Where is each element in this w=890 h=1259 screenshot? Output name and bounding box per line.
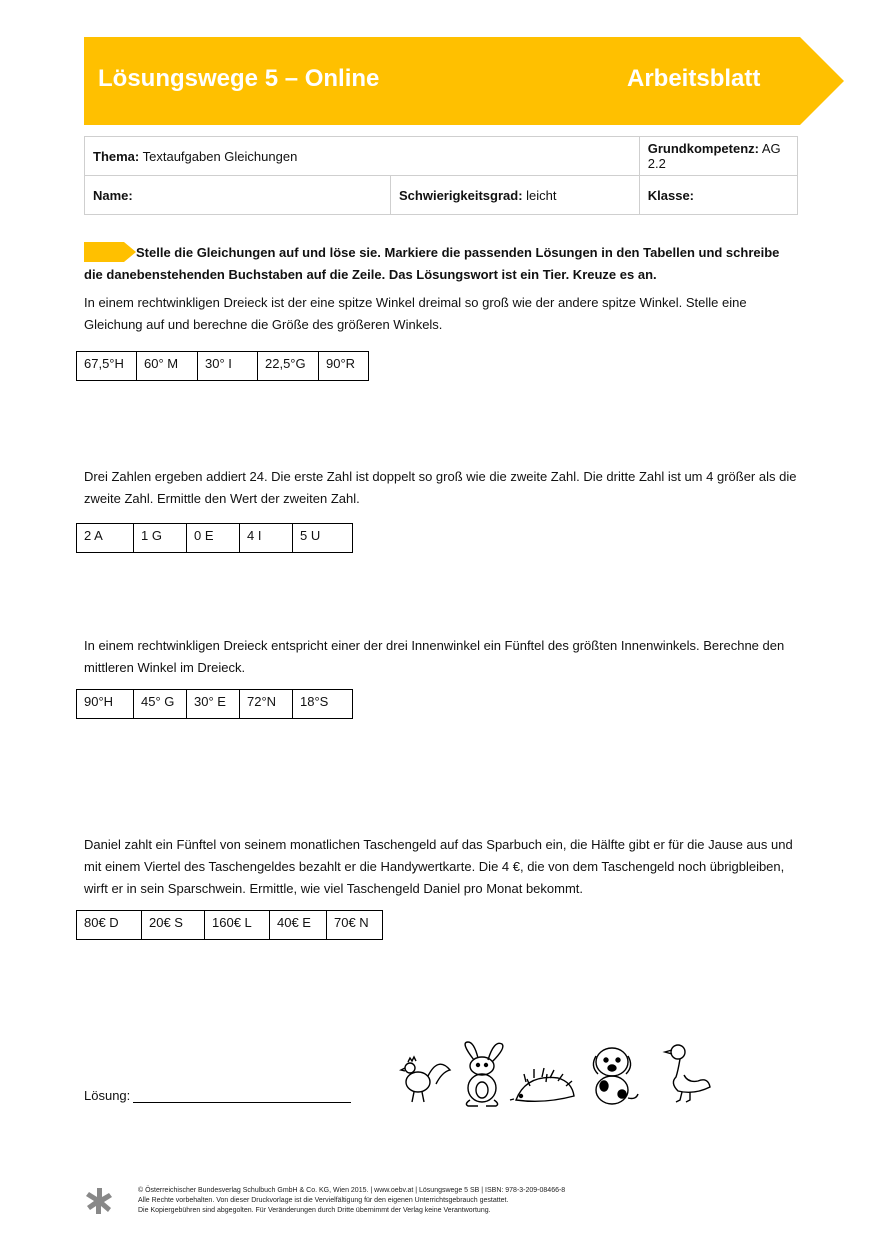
solution-line[interactable] [84, 1088, 351, 1103]
option-cell[interactable]: 90°R [319, 352, 369, 381]
publisher-logo-icon [84, 1186, 114, 1216]
option-cell[interactable]: 45° G [134, 690, 187, 719]
solution-label: Lösung: [84, 1088, 131, 1103]
option-cell[interactable]: 5 U [293, 524, 353, 553]
instruction-text: Stelle die Gleichungen auf und löse sie. Markiere die passenden Lösungen in den Tabellen und schreibe die danebenstehenden Buchstaben auf die Zeile. Das Lösungswort ist ein Tier. Kreuze es an. [84, 245, 780, 282]
duck-icon[interactable] [665, 1045, 710, 1102]
rooster-icon[interactable] [401, 1057, 450, 1102]
hedgehog-icon[interactable] [510, 1068, 574, 1101]
option-cell[interactable]: 20€ S [142, 911, 205, 940]
task-2-options [76, 523, 353, 553]
option-cell[interactable]: 4 I [240, 524, 293, 553]
option-cell[interactable]: 30° E [187, 690, 240, 719]
competence-cell: Grundkompetenz: AG 2.2 [639, 137, 797, 176]
header-banner [84, 37, 844, 125]
task-2-text: Drei Zahlen ergeben addiert 24. Die erste Zahl ist doppelt so groß wie die zweite Zahl. Die dritte Zahl ist um 4 größer als die zweite Zahl. Ermittle den Wert der zweiten Zahl. [84, 469, 797, 506]
task-3-text: In einem rechtwinkligen Dreieck entspricht einer der drei Innenwinkel ein Fünftel des größten Innenwinkels. Berechne den mittleren Winkel im Dreieck. [84, 638, 785, 675]
option-cell[interactable]: 72°N [240, 690, 293, 719]
footer-line-1: © Österreichischer Bundesverlag Schulbuch GmbH & Co. KG, Wien 2015. | www.oebv.at | Lösungswege 5 SB | ISBN: 978-3-209-08466-8 [138, 1187, 566, 1194]
option-cell[interactable]: 70€ N [327, 911, 383, 940]
info-table [84, 136, 798, 215]
option-cell[interactable]: 60° M [137, 352, 198, 381]
option-cell[interactable]: 90°H [77, 690, 134, 719]
task-3-options [76, 689, 353, 719]
option-cell[interactable]: 40€ E [270, 911, 327, 940]
dog-icon[interactable] [593, 1048, 638, 1104]
difficulty-cell: Schwierigkeitsgrad: leicht [391, 176, 640, 215]
option-cell[interactable]: 22,5°G [258, 352, 319, 381]
task-1-options [76, 351, 369, 381]
footer-line-3: Die Kopiergebühren sind abgegolten. Für Veränderungen durch Dritte übernimmt der Verlag keine Verantwortung. [138, 1207, 491, 1214]
option-cell[interactable]: 30° I [198, 352, 258, 381]
task-4-text: Daniel zahlt ein Fünftel von seinem monatlichen Taschengeld auf das Sparbuch ein, die Hälfte gibt er für die Jause aus und mit einem Viertel des Taschengeldes bezahlt er die Handywertkarte. Die 4 €, die von dem Taschengeld noch übrigbleiben, wirft er in sein Sparschwein. Ermittle, wie viel Taschengeld Daniel pro Monat bekommt. [84, 837, 793, 896]
footer-copyright [138, 1186, 565, 1216]
option-cell[interactable]: 18°S [293, 690, 353, 719]
worksheet-type: Arbeitsblatt [627, 65, 761, 92]
worksheet-title: Lösungswege 5 – Online [98, 65, 380, 92]
class-cell[interactable]: Klasse: [639, 176, 797, 215]
option-cell[interactable]: 1 G [134, 524, 187, 553]
task-4-options [76, 910, 383, 940]
task-1-text: In einem rechtwinkligen Dreieck ist der eine spitze Winkel dreimal so groß wie der andere spitze Winkel. Stelle eine Gleichung auf und berechne die Größe des größeren Winkels. [84, 295, 747, 332]
option-cell[interactable]: 160€ L [205, 911, 270, 940]
option-cell[interactable]: 67,5°H [77, 352, 137, 381]
option-cell[interactable]: 2 A [77, 524, 134, 553]
option-cell[interactable]: 80€ D [77, 911, 142, 940]
rabbit-icon[interactable] [465, 1042, 503, 1106]
topic-cell: Thema: Textaufgaben Gleichungen [85, 137, 640, 176]
solution-blank[interactable] [133, 1089, 351, 1103]
animal-images [396, 1038, 716, 1108]
footer-line-2: Alle Rechte vorbehalten. Von dieser Druckvorlage ist die Vervielfältigung für den eigenen Unterrichtsgebrauch gestattet. [138, 1197, 509, 1204]
option-cell[interactable]: 0 E [187, 524, 240, 553]
name-cell[interactable]: Name: [85, 176, 391, 215]
